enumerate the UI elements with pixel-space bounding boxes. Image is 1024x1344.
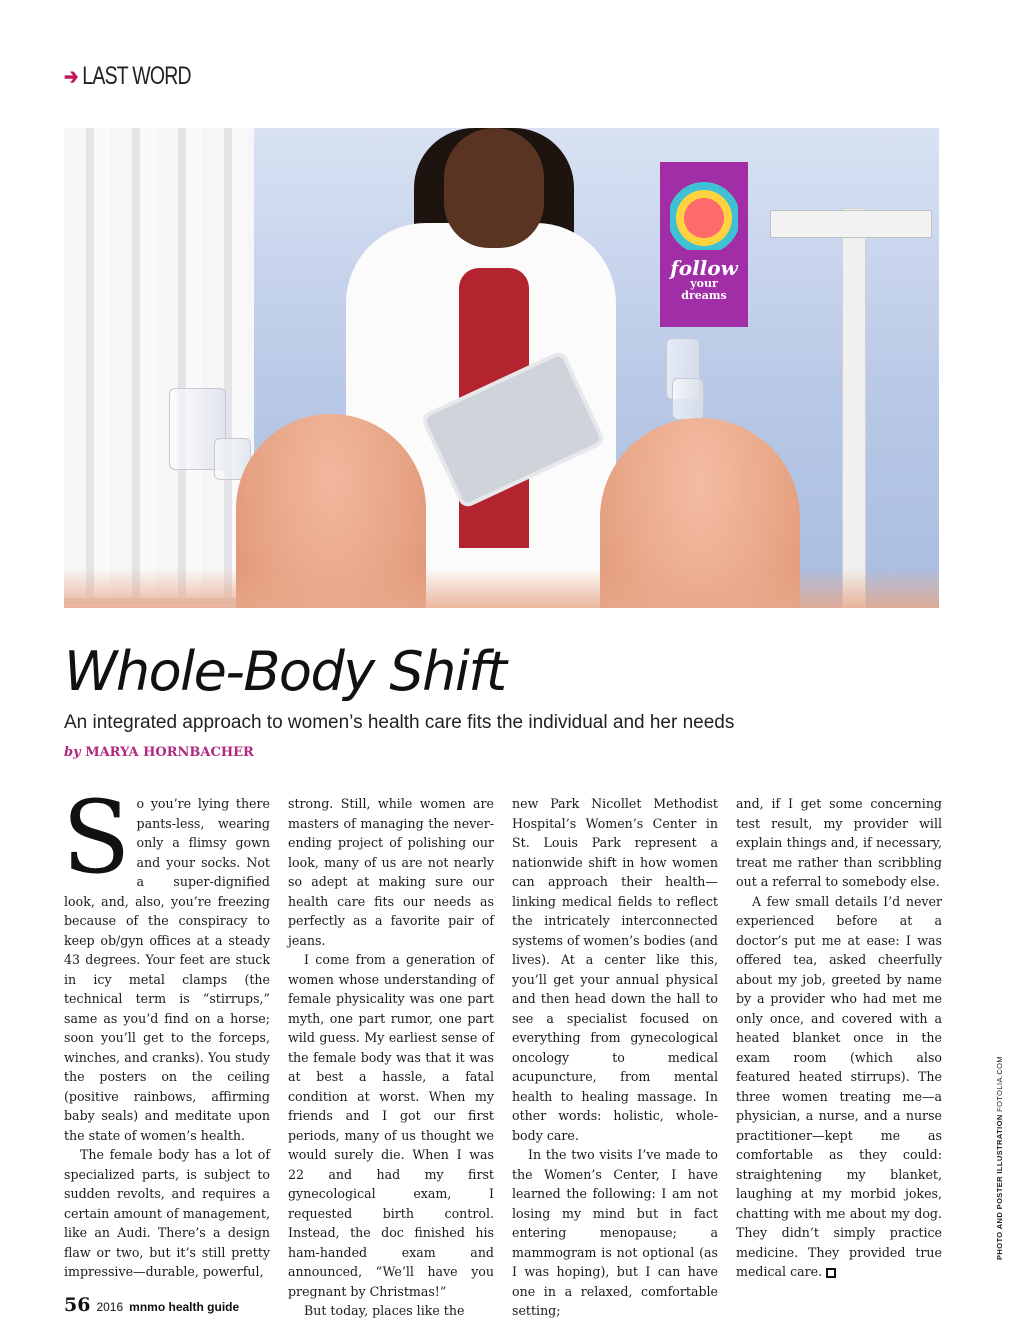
doctor-head bbox=[444, 128, 544, 248]
article-deck: An integrated approach to women’s health care fits the individual and her needs bbox=[64, 712, 735, 733]
paragraph: and, if I get some concerning test result, my provider will explain things and, if necessary, treat me rather than scribbling out a referral to somebody else. bbox=[736, 796, 942, 889]
paragraph: I come from a generation of women whose understanding of female physicality was one part myth, one part rumor, one part wild guess. My earliest sense of the female body was that it was at best a hassle, a fatal condition at worst. When my friends and I got our first periods, many of us thought we would surely die. When I was 22 and had my first gynecological exam, I requested birth control. Instead, the doc finished his ham-handed exam and announced, “We’ll have you pregnant by Christmas!” bbox=[288, 952, 494, 1299]
paragraph: A few small details I’d never experienced before at a doctor’s put me at ease: I was offered tea, asked cheerfully about my job, greeted by name by a provider who had met me only once, and covered with a heated blanket once in the exam room (which also featured heated stirrups). The three women treating me—a physician, a nurse, and a nurse practitioner—kept me as comfortable as they could: straightening my blanket, laughing at my morbid jokes, chatting with me about my dog. They didn’t simply practice medicine. They provided true medical care. bbox=[736, 893, 942, 1279]
curtain bbox=[64, 128, 254, 598]
drop-cap: S bbox=[62, 779, 131, 896]
arrow-right-icon: ➔ bbox=[64, 63, 78, 89]
section-label: LAST WORD bbox=[82, 62, 191, 90]
body-column-3 bbox=[512, 794, 718, 1321]
paragraph: new Park Nicollet Methodist Hospital’s Women’s Center in St. Louis Park represent a nationwide shift in how women can approach their health—linking medical fields to reflect the intricately interconnected systems of women’s bodies (and lives). At a center like this, you’ll get your annual physical and then head down the hall to see a specialist focused on everything from gynecological oncology to medical acupuncture, from mental health to healing massage. In other words: holistic, whole-body care. bbox=[512, 796, 718, 1143]
paragraph: The female body has a lot of specialized parts, is subject to sudden revolts, and requires a certain amount of management, like an Audi. There’s a design flaw or two, but it’s still pretty impressive—durable, powerful, bbox=[64, 1147, 270, 1279]
section-header bbox=[64, 62, 191, 91]
body-column-4 bbox=[736, 794, 942, 1282]
scale-post bbox=[842, 208, 866, 608]
hero-image bbox=[64, 128, 939, 608]
issue-year: 2016 bbox=[96, 1300, 124, 1314]
publication-name: mnmo health guide bbox=[129, 1300, 240, 1314]
jar bbox=[672, 378, 704, 420]
scale-beam bbox=[770, 210, 932, 238]
body-column-1 bbox=[62, 779, 270, 1282]
poster-line: follow bbox=[670, 256, 738, 280]
body-column-2 bbox=[288, 794, 494, 1321]
paragraph: In the two visits I’ve made to the Women’s Center, I have learned the following: I am not losing my mind but in fact entering menopause; a mammogram is not optional (as I was hoping), but I can have one in a relaxed, comfortable setting; bbox=[512, 1147, 718, 1318]
poster-line: dreams bbox=[681, 289, 727, 302]
credit-label: PHOTO AND POSTER ILLUSTRATION bbox=[995, 1114, 1004, 1260]
paragraph: But today, places like the bbox=[304, 1303, 465, 1318]
paragraph: strong. Still, while women are masters of managing the never-ending project of polishing our look, many of us are not nearly so adept at making sure our health care fits our needs as perfectly as a favorite pair of jeans. bbox=[288, 796, 494, 948]
poster-art bbox=[670, 170, 738, 250]
photo-credit bbox=[995, 1056, 1004, 1260]
byline-prefix: by bbox=[64, 745, 81, 760]
foreground bbox=[64, 568, 939, 608]
credit-source: FOTOLIA.COM bbox=[995, 1055, 1004, 1112]
poster-line: your bbox=[690, 277, 718, 290]
author-name: MARYA HORNBACHER bbox=[85, 745, 254, 760]
article-title: Whole-Body Shift bbox=[64, 640, 506, 703]
wall-poster bbox=[660, 162, 748, 327]
byline bbox=[64, 745, 254, 760]
paragraph: So you’re lying there pants-less, wearing only a flimsy gown and your socks. Not a super-dignified look, and, also, you’re freezing because of the conspiracy to keep ob/gyn offices at a steady 43 degrees. Your feet are stuck in icy metal clamps (the technical term is “stirrups,” same as you’d find on a horse; soon you’ll get to the forceps, winches, and cranks). You study the posters on the ceiling (positive rainbows, affirming baby seals) and meditate upon the state of women’s health. bbox=[62, 779, 270, 1143]
page-footer bbox=[64, 1294, 239, 1316]
page-number: 56 bbox=[64, 1294, 91, 1316]
end-mark-icon bbox=[826, 1268, 836, 1278]
